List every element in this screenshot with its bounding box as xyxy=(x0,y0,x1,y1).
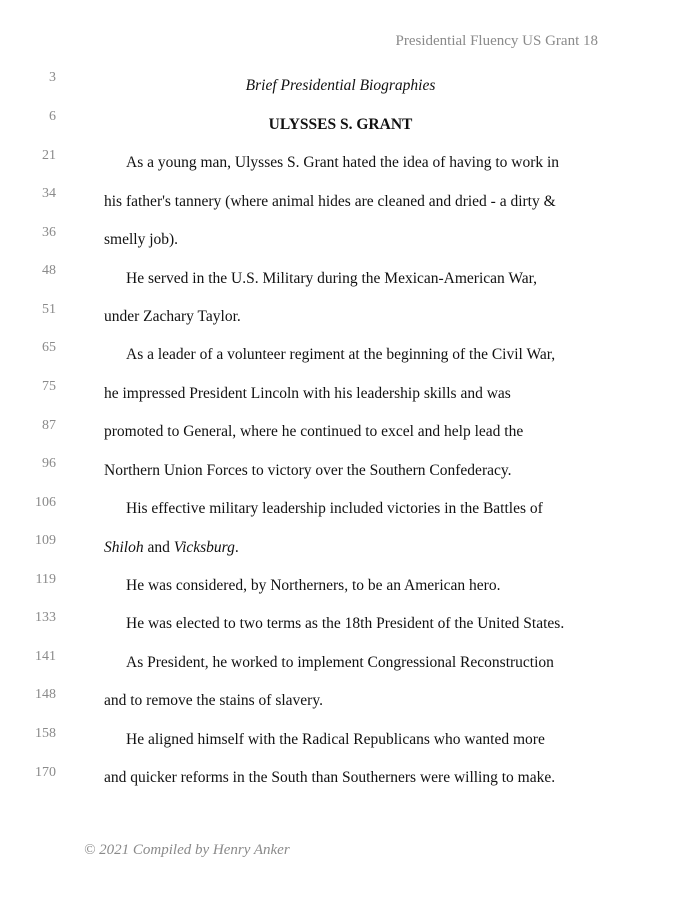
line-number: 119 xyxy=(35,572,56,587)
battle-shiloh: Shiloh xyxy=(104,539,144,556)
paragraph-line: promoted to General, where he continued to excel and help lead the xyxy=(104,423,524,440)
page-header: Presidential Fluency US Grant 18 xyxy=(395,33,598,49)
paragraph-line: and quicker reforms in the South than Southerners were willing to make. xyxy=(104,769,556,786)
conjunction: and xyxy=(143,539,174,556)
line-number: 21 xyxy=(42,148,56,163)
line-number: 106 xyxy=(35,495,56,510)
paragraph-line: As President, he worked to implement Congressional Reconstruction xyxy=(126,654,554,671)
battle-vicksburg: Vicksburg xyxy=(173,539,235,556)
paragraph-line: Northern Union Forces to victory over the Southern Confederacy. xyxy=(104,462,512,479)
line-number: 109 xyxy=(35,533,56,548)
paragraph-line: and to remove the stains of slavery. xyxy=(104,692,323,709)
line-number: 3 xyxy=(49,70,56,85)
line-number: 141 xyxy=(35,649,56,664)
paragraph-line: His effective military leadership included victories in the Battles of xyxy=(126,500,543,517)
document-title: ULYSSES S. GRANT xyxy=(268,116,413,133)
line-number: 36 xyxy=(42,225,56,240)
line-number: 96 xyxy=(42,456,56,471)
line-number: 148 xyxy=(35,687,56,702)
paragraph-line: under Zachary Taylor. xyxy=(104,308,241,325)
line-number: 6 xyxy=(49,109,56,124)
paragraph-line: smelly job). xyxy=(104,231,179,248)
paragraph-line: As a leader of a volunteer regiment at the beginning of the Civil War, xyxy=(126,346,556,363)
line-number: 51 xyxy=(42,302,56,317)
paragraph-line: He served in the U.S. Military during the Mexican-American War, xyxy=(126,270,538,287)
sentence-period: . xyxy=(234,539,239,556)
paragraph-line: He was elected to two terms as the 18th President of the United States. xyxy=(126,615,565,632)
page-footer: © 2021 Compiled by Henry Anker xyxy=(84,842,290,858)
line-number: 133 xyxy=(35,610,56,625)
line-number: 87 xyxy=(42,418,56,433)
paragraph-line: he impressed President Lincoln with his leadership skills and was xyxy=(104,385,511,402)
line-number: 170 xyxy=(35,765,56,780)
line-number: 158 xyxy=(35,726,56,741)
paragraph-line: He aligned himself with the Radical Republicans who wanted more xyxy=(126,731,545,748)
document-subtitle: Brief Presidential Biographies xyxy=(245,77,436,94)
line-number: 34 xyxy=(42,186,56,201)
paragraph-line: As a young man, Ulysses S. Grant hated the idea of having to work in xyxy=(126,154,560,171)
paragraph-line: He was considered, by Northerners, to be an American hero. xyxy=(126,577,501,594)
line-number: 48 xyxy=(42,263,56,278)
line-number: 65 xyxy=(42,340,56,355)
paragraph-line: his father's tannery (where animal hides are cleaned and dried - a dirty & xyxy=(104,193,556,210)
paragraph-line-battles xyxy=(104,539,239,557)
line-number: 75 xyxy=(42,379,56,394)
